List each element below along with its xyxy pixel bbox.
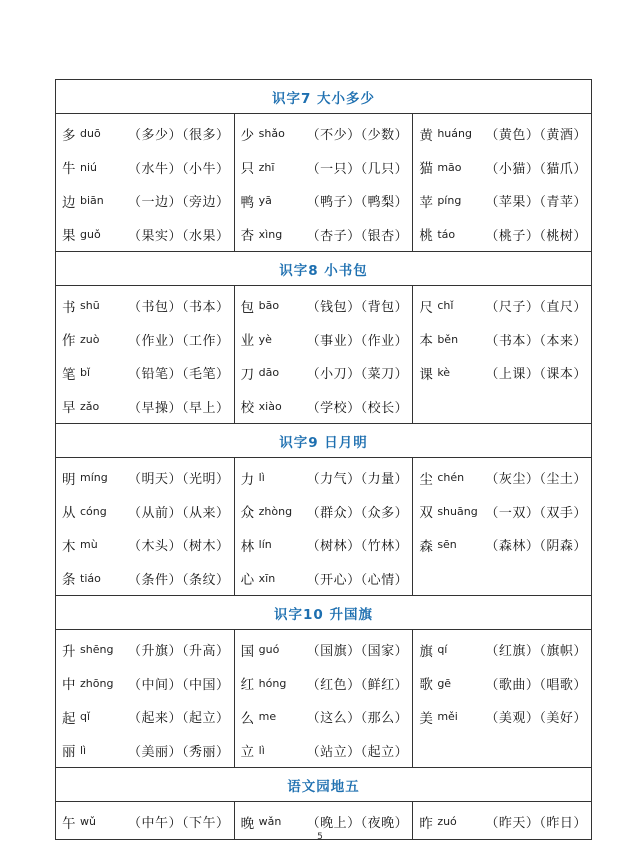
word-column: [56, 114, 235, 252]
character: 众: [240, 505, 255, 522]
character-entry: [235, 289, 413, 323]
vocabulary-table: [55, 79, 592, 840]
character-entry: [56, 117, 234, 151]
character-entry: [56, 461, 234, 495]
character: 旗: [419, 643, 433, 660]
pinyin: lín: [258, 538, 272, 552]
word-column: [413, 630, 592, 768]
example-words: （森林）（阴森）: [485, 539, 587, 555]
character: 少: [240, 127, 255, 144]
pinyin: mù: [80, 538, 98, 552]
example-words: （木头）（树木）: [128, 539, 230, 555]
pinyin: lì: [80, 743, 87, 757]
example-words: （站立）（起立）: [306, 744, 409, 760]
character: 边: [62, 194, 76, 211]
pinyin: zuó: [437, 815, 457, 829]
section-header-row: [56, 596, 592, 630]
character-entry: [56, 734, 234, 768]
example-words: （一边）（旁边）: [128, 195, 230, 211]
section-body-row: [56, 114, 592, 252]
example-words: （杏子）（银杏）: [306, 228, 409, 244]
character: 苹: [419, 194, 433, 211]
character: 书: [62, 299, 76, 316]
pinyin: kè: [437, 366, 451, 380]
example-words: （晚上）（夜晚）: [306, 816, 409, 832]
pinyin: biān: [80, 194, 104, 208]
character: 丽: [62, 744, 76, 761]
pinyin: wǎn: [258, 815, 282, 829]
character: 牛: [62, 161, 76, 178]
character-entry: [56, 700, 234, 734]
character-entry: [413, 528, 591, 562]
pinyin: shēng: [80, 643, 114, 657]
example-words: （水牛）（小牛）: [128, 161, 230, 177]
example-words: （树林）（竹林）: [306, 539, 409, 555]
character-entry: [413, 218, 591, 252]
example-words: （起来）（起立）: [128, 711, 230, 727]
character: 午: [62, 815, 76, 832]
section-body-row: [56, 286, 592, 424]
character-entry: [235, 667, 413, 701]
pinyin: běn: [437, 332, 459, 346]
pinyin: zhòng: [258, 504, 293, 518]
character: 条: [62, 572, 76, 589]
character: 么: [240, 710, 255, 727]
example-words: （升旗）（升高）: [128, 644, 230, 660]
example-words: （小猫）（猫爪）: [485, 161, 587, 177]
section-title: 识字8 小书包: [279, 262, 368, 279]
character-entry: [56, 495, 234, 529]
example-words: （国旗）（国家）: [306, 644, 409, 660]
pinyin: yā: [258, 194, 272, 208]
character: 尺: [419, 299, 433, 316]
character-entry: [235, 528, 413, 562]
character: 笔: [62, 366, 76, 383]
character-entry: [56, 633, 234, 667]
example-words: （鸭子）（鸭梨）: [306, 195, 409, 211]
character-entry: [56, 562, 234, 596]
character-entry: [413, 633, 591, 667]
section-header-row: [56, 80, 592, 114]
character: 校: [240, 400, 255, 417]
pinyin: tiáo: [80, 571, 101, 585]
character: 心: [240, 572, 255, 589]
example-words: （从前）（从来）: [128, 505, 230, 521]
word-column: [234, 458, 413, 596]
pinyin: měi: [437, 710, 458, 724]
character-entry: [235, 151, 413, 185]
pinyin: shuāng: [437, 504, 478, 518]
character: 森: [419, 538, 433, 555]
section-title: 识字10 升国旗: [274, 606, 373, 623]
example-words: （事业）（作业）: [306, 333, 409, 349]
pinyin: xìng: [258, 227, 283, 241]
character-entry: [413, 184, 591, 218]
section-title: 识字7 大小多少: [271, 90, 376, 107]
character: 早: [62, 400, 76, 417]
character-entry: [235, 495, 413, 529]
example-words: （开心）（心情）: [306, 572, 409, 588]
example-words: （一只）（几只）: [306, 161, 409, 177]
word-column: [413, 458, 592, 596]
character: 黄: [419, 127, 433, 144]
character-entry: [235, 700, 413, 734]
character: 课: [419, 366, 433, 383]
page-number: 5: [317, 832, 323, 842]
example-words: （中午）（下午）: [128, 816, 230, 832]
example-words: （条件）（条纹）: [128, 572, 230, 588]
example-words: （不少）（少数）: [306, 128, 409, 144]
character: 歌: [419, 677, 433, 694]
character: 杏: [240, 228, 255, 245]
character: 作: [62, 333, 76, 350]
section-title: 识字9 日月明: [279, 434, 368, 451]
example-words: （书本）（本来）: [485, 333, 587, 349]
character: 鸭: [240, 194, 255, 211]
pinyin: zhōng: [80, 676, 114, 690]
character-entry: [56, 356, 234, 390]
character: 桃: [419, 228, 433, 245]
pinyin: míng: [80, 471, 108, 485]
example-words: （歌曲）（唱歌）: [485, 677, 587, 693]
character-entry: [56, 289, 234, 323]
pinyin: guǒ: [80, 227, 101, 241]
character-entry: [413, 289, 591, 323]
character-entry: [235, 356, 413, 390]
character: 本: [419, 333, 433, 350]
example-words: （美丽）（秀丽）: [128, 744, 230, 760]
section-header-cell: [56, 768, 592, 802]
section-header-row: [56, 768, 592, 802]
pinyin: shǎo: [258, 127, 285, 141]
pinyin: táo: [437, 227, 456, 241]
example-words: （早操）（早上）: [128, 400, 230, 416]
character: 红: [240, 677, 255, 694]
pinyin: duō: [80, 127, 101, 141]
word-column: [234, 630, 413, 768]
example-words: （美观）（美好）: [485, 711, 587, 727]
character: 猫: [419, 161, 433, 178]
example-words: （力气）（力量）: [306, 472, 409, 488]
character: 明: [62, 471, 76, 488]
character-entry: [235, 184, 413, 218]
character-entry: [235, 461, 413, 495]
character-entry: [413, 151, 591, 185]
pinyin: guó: [258, 643, 280, 657]
pinyin: chǐ: [437, 299, 454, 313]
example-words: （桃子）（桃树）: [485, 228, 587, 244]
example-words: （果实）（水果）: [128, 228, 230, 244]
example-words: （苹果）（青苹）: [485, 195, 587, 211]
character-entry: [56, 667, 234, 701]
character-entry: [413, 117, 591, 151]
character-entry: [235, 390, 413, 424]
example-words: （红色）（鲜红）: [306, 677, 409, 693]
character-entry: [235, 562, 413, 596]
character-entry: [56, 218, 234, 252]
pinyin: lì: [258, 743, 265, 757]
example-words: （这么）（那么）: [306, 711, 409, 727]
character-entry: [56, 390, 234, 424]
character-entry: [413, 461, 591, 495]
character-entry: [413, 495, 591, 529]
example-words: （中间）（中国）: [128, 677, 230, 693]
character: 林: [240, 538, 255, 555]
example-words: （黄色）（黄酒）: [485, 128, 587, 144]
character: 升: [62, 643, 76, 660]
character: 起: [62, 710, 76, 727]
section-header-cell: [56, 252, 592, 286]
section-header-row: [56, 252, 592, 286]
example-words: （尺子）（直尺）: [485, 300, 587, 316]
pinyin: me: [258, 710, 277, 724]
character-entry: [56, 323, 234, 357]
word-column: [413, 114, 592, 252]
character-entry: [235, 633, 413, 667]
example-words: （小刀）（菜刀）: [306, 367, 409, 383]
pinyin: niú: [80, 160, 97, 174]
character: 业: [240, 333, 255, 350]
word-column: [56, 630, 235, 768]
character: 国: [240, 643, 255, 660]
character-entry: [56, 184, 234, 218]
pinyin: qí: [437, 643, 448, 657]
pinyin: huáng: [437, 127, 472, 141]
pinyin: yè: [258, 332, 272, 346]
section-header-cell: [56, 596, 592, 630]
character: 立: [240, 744, 255, 761]
character-entry: [413, 323, 591, 357]
character-entry: [56, 151, 234, 185]
character: 包: [240, 299, 255, 316]
example-words: （多少）（很多）: [128, 128, 230, 144]
character: 昨: [419, 815, 433, 832]
pinyin: māo: [437, 160, 462, 174]
section-header-cell: [56, 424, 592, 458]
example-words: （钱包）（背包）: [306, 300, 409, 316]
word-column: [234, 114, 413, 252]
pinyin: gē: [437, 676, 452, 690]
pinyin: bāo: [258, 299, 280, 313]
character: 刀: [240, 366, 255, 383]
word-column: [56, 458, 235, 596]
character: 美: [419, 710, 433, 727]
character: 双: [419, 505, 433, 522]
character-entry: [235, 218, 413, 252]
pinyin: xiào: [258, 399, 282, 413]
example-words: （红旗）（旗帜）: [485, 644, 587, 660]
character-entry: [413, 356, 591, 390]
example-words: （群众）（众多）: [306, 505, 409, 521]
character: 木: [62, 538, 76, 555]
example-words: （作业）（工作）: [128, 333, 230, 349]
example-words: （一双）（双手）: [485, 505, 587, 521]
character-entry: [56, 528, 234, 562]
example-words: （灰尘）（尘土）: [485, 472, 587, 488]
character: 果: [62, 228, 76, 245]
pinyin: wǔ: [80, 815, 96, 829]
character: 中: [62, 677, 76, 694]
section-body-row: [56, 458, 592, 596]
pinyin: hóng: [258, 676, 287, 690]
example-words: （昨天）（昨日）: [485, 816, 587, 832]
character: 尘: [419, 471, 433, 488]
pinyin: xīn: [258, 571, 276, 585]
example-words: （学校）（校长）: [306, 400, 409, 416]
character: 晚: [240, 815, 255, 832]
pinyin: qǐ: [80, 710, 91, 724]
character: 只: [240, 161, 255, 178]
pinyin: sēn: [437, 538, 457, 552]
example-words: （书包）（书本）: [128, 300, 230, 316]
character: 多: [62, 127, 76, 144]
example-words: （铅笔）（毛笔）: [128, 367, 230, 383]
pinyin: shū: [80, 299, 100, 313]
section-body-row: [56, 630, 592, 768]
pinyin: zuò: [80, 332, 100, 346]
section-header-cell: [56, 80, 592, 114]
word-column: [234, 286, 413, 424]
character: 力: [240, 471, 255, 488]
pinyin: bǐ: [80, 366, 91, 380]
character-entry: [413, 667, 591, 701]
pinyin: píng: [437, 194, 462, 208]
example-words: （明天）（光明）: [128, 472, 230, 488]
character-entry: [235, 117, 413, 151]
section-title: 语文园地五: [287, 778, 360, 795]
character-entry: [235, 323, 413, 357]
pinyin: chén: [437, 471, 465, 485]
section-header-row: [56, 424, 592, 458]
pinyin: zǎo: [80, 399, 100, 413]
example-words: （上课）（课本）: [485, 367, 587, 383]
pinyin: dāo: [258, 366, 280, 380]
pinyin: zhī: [258, 160, 275, 174]
character-entry: [235, 734, 413, 768]
pinyin: lì: [258, 471, 265, 485]
character-entry: [413, 700, 591, 734]
pinyin: cóng: [80, 504, 107, 518]
word-column: [56, 286, 235, 424]
character: 从: [62, 505, 76, 522]
word-column: [413, 286, 592, 424]
